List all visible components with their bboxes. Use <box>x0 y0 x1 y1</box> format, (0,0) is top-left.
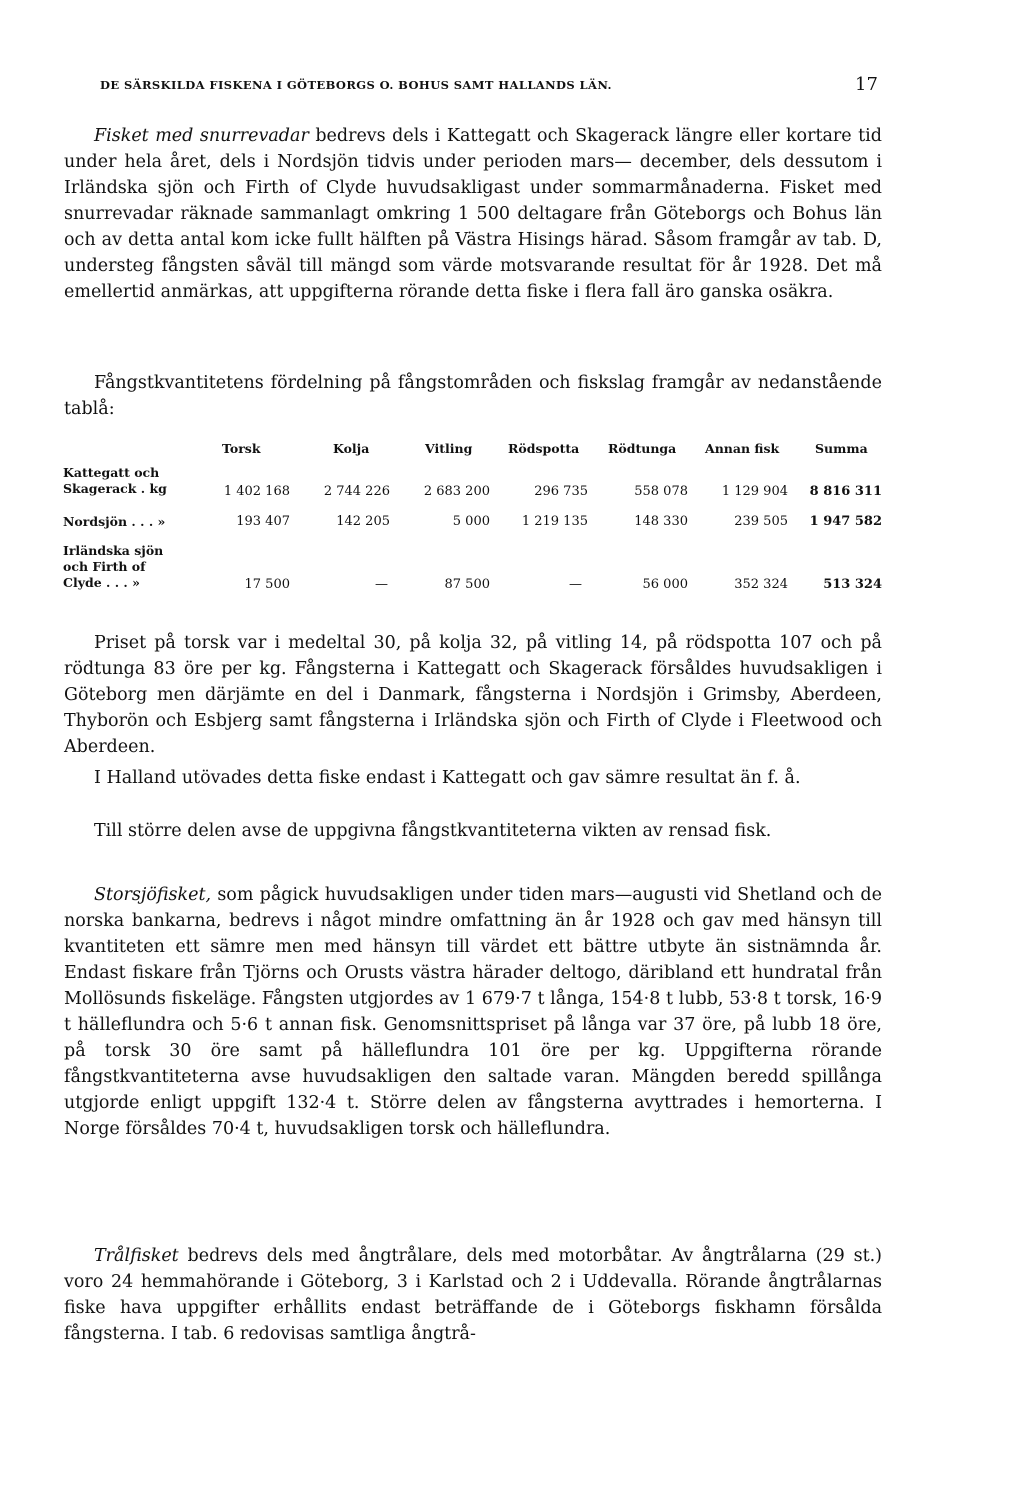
table-cell: 17 500 <box>244 577 290 592</box>
paragraph-lead: Storsjöfisket, <box>94 885 212 905</box>
col-header-annan-fisk: Annan fisk <box>705 441 780 456</box>
row-label-line: Irländska sjön <box>63 543 164 558</box>
row-label <box>63 465 167 497</box>
col-header-vitling: Vitling <box>425 441 473 456</box>
col-header-rodspotta: Rödspotta <box>508 441 580 456</box>
row-label-line: Nordsjön . . . » <box>63 514 166 529</box>
paragraph-tralfisket <box>64 1243 882 1347</box>
paragraph-snurrevadar <box>64 123 882 305</box>
paragraph-storsjofisket <box>64 882 882 1142</box>
paragraph-prices: Priset på torsk var i medeltal 30, på kolja 32, på vitling 14, på rödspotta 107 och på rödtunga 83 öre per kg. Fångsterna i Kattegatt och Skagerack försåldes huvudsakligen i Göteborg men därjämte en del i Danmark, fångsterna i Nordsjön i Grimsby, Aberdeen, Thyborön och Esbjerg samt fångsterna i Irländska sjön och Firth of Clyde i Fleetwood och Aberdeen. <box>64 633 882 757</box>
table-cell-total: 1 947 582 <box>809 514 882 529</box>
table-cell: 296 735 <box>534 484 588 499</box>
paragraph-table-intro: Fångstkvantitetens fördelning på fångstområden och fiskslag framgår av nedanstående tablå: <box>64 373 882 419</box>
col-header-kolja: Kolja <box>333 441 370 456</box>
col-header-rodtunga: Rödtunga <box>608 441 677 456</box>
table-cell: 5 000 <box>452 514 490 529</box>
paragraph-weight-note: Till större delen avse de uppgivna fångstkvantiteterna vikten av rensad fisk. <box>94 821 772 841</box>
table-cell: 558 078 <box>634 484 688 499</box>
paragraph-body: som pågick huvudsakligen under tiden mars—augusti vid Shetland och de norska bankarna, bedrevs i något mindre omfattning än år 1928 och gav med hänsyn till kvantiteten ett sämre men med hänsyn till värdet ett bättre utbyte än sistnämnda år. Endast fiskare från Tjörns och Orusts västra härader deltogo, däribland ett hundratal från Mollösunds fiskeläge. Fångsten utgjordes av 1 679·7 t långa, 154·8 t lubb, 53·8 t torsk, 16·9 t hälleflundra och 5·6 t annan fisk. Genomsnittspriset på långa var 37 öre, på lubb 18 öre, på torsk 30 öre samt på hälleflundra 101 öre per kg. Uppgifterna rörande fångstkvantiteterna avse huvudsakligen den saltade varan. Mängden beredd spillånga utgjorde enligt uppgift 132·4 t. Större delen av fångsterna avyttrades i hemorterna. I Norge försåldes 70·4 t, huvudsakligen torsk och hälleflundra. <box>64 885 882 1139</box>
table-cell: 193 407 <box>236 514 290 529</box>
paragraph-body: bedrevs dels i Kattegatt och Skagerack längre eller kortare tid under hela året, dels i Nordsjön tidvis under perioden mars— december, dels dessutom i Irländska sjön och Firth of Clyde huvudsakligast under sommarmånaderna. Fisket med snurrevadar räknade sammanlagt omkring 1 500 deltagare från Göteborgs och Bohus län och av detta antal kom icke fullt hälften på Västra Hisings härad. Såsom framgår av tab. D, understeg fångsten såväl till mängd som värde motsvarande resultat för år 1928. Det må emellertid anmärkas, att uppgifterna rörande detta fiske i flera fall äro ganska osäkra. <box>64 126 882 302</box>
row-label <box>63 514 165 530</box>
col-header-torsk: Torsk <box>222 441 261 456</box>
row-label-line: och Firth of <box>63 559 146 574</box>
table-cell: 1 129 904 <box>721 484 788 499</box>
table-cell: — <box>375 577 388 592</box>
table-cell: — <box>569 577 582 592</box>
table-cell: 87 500 <box>444 577 490 592</box>
table-cell: 1 219 135 <box>521 514 588 529</box>
table-cell: 56 000 <box>642 577 688 592</box>
table-cell: 2 683 200 <box>423 484 490 499</box>
table-cell: 148 330 <box>634 514 688 529</box>
paragraph-lead: Fisket med snurrevadar <box>94 126 309 146</box>
table-cell-total: 8 816 311 <box>809 484 882 499</box>
table-cell: 2 744 226 <box>323 484 390 499</box>
row-label <box>63 543 163 591</box>
row-label-line: Skagerack . kg <box>63 481 167 496</box>
paragraph-halland: I Halland utövades detta fiske endast i Kattegatt och gav sämre resultat än f. å. <box>94 768 801 788</box>
table-cell: 239 505 <box>734 514 788 529</box>
row-label-line: Kattegatt och <box>63 465 160 480</box>
col-header-summa: Summa <box>815 441 868 456</box>
table-cell: 1 402 168 <box>223 484 290 499</box>
table-cell: 352 324 <box>734 577 788 592</box>
running-header: DE SÄRSKILDA FISKENA I GÖTEBORGS O. BOHUS SAMT HALLANDS LÄN. <box>100 78 612 92</box>
paragraph-lead: Trålfisket <box>94 1246 179 1266</box>
table-cell-total: 513 324 <box>823 577 882 592</box>
page-number: 17 <box>855 74 878 95</box>
row-label-line: Clyde . . . » <box>63 575 140 590</box>
table-cell: 142 205 <box>336 514 390 529</box>
paragraph-body: bedrevs dels med ångtrålare, dels med motorbåtar. Av ångtrålarna (29 st.) voro 24 hemmahörande i Göteborg, 3 i Karlstad och 2 i Uddevalla. Rörande ångtrålarnas fiske hava uppgifter erhållits endast beträffande de i Göteborgs fiskhamn försålda fångsterna. I tab. 6 redovisas samtliga ångtrå- <box>64 1246 882 1344</box>
